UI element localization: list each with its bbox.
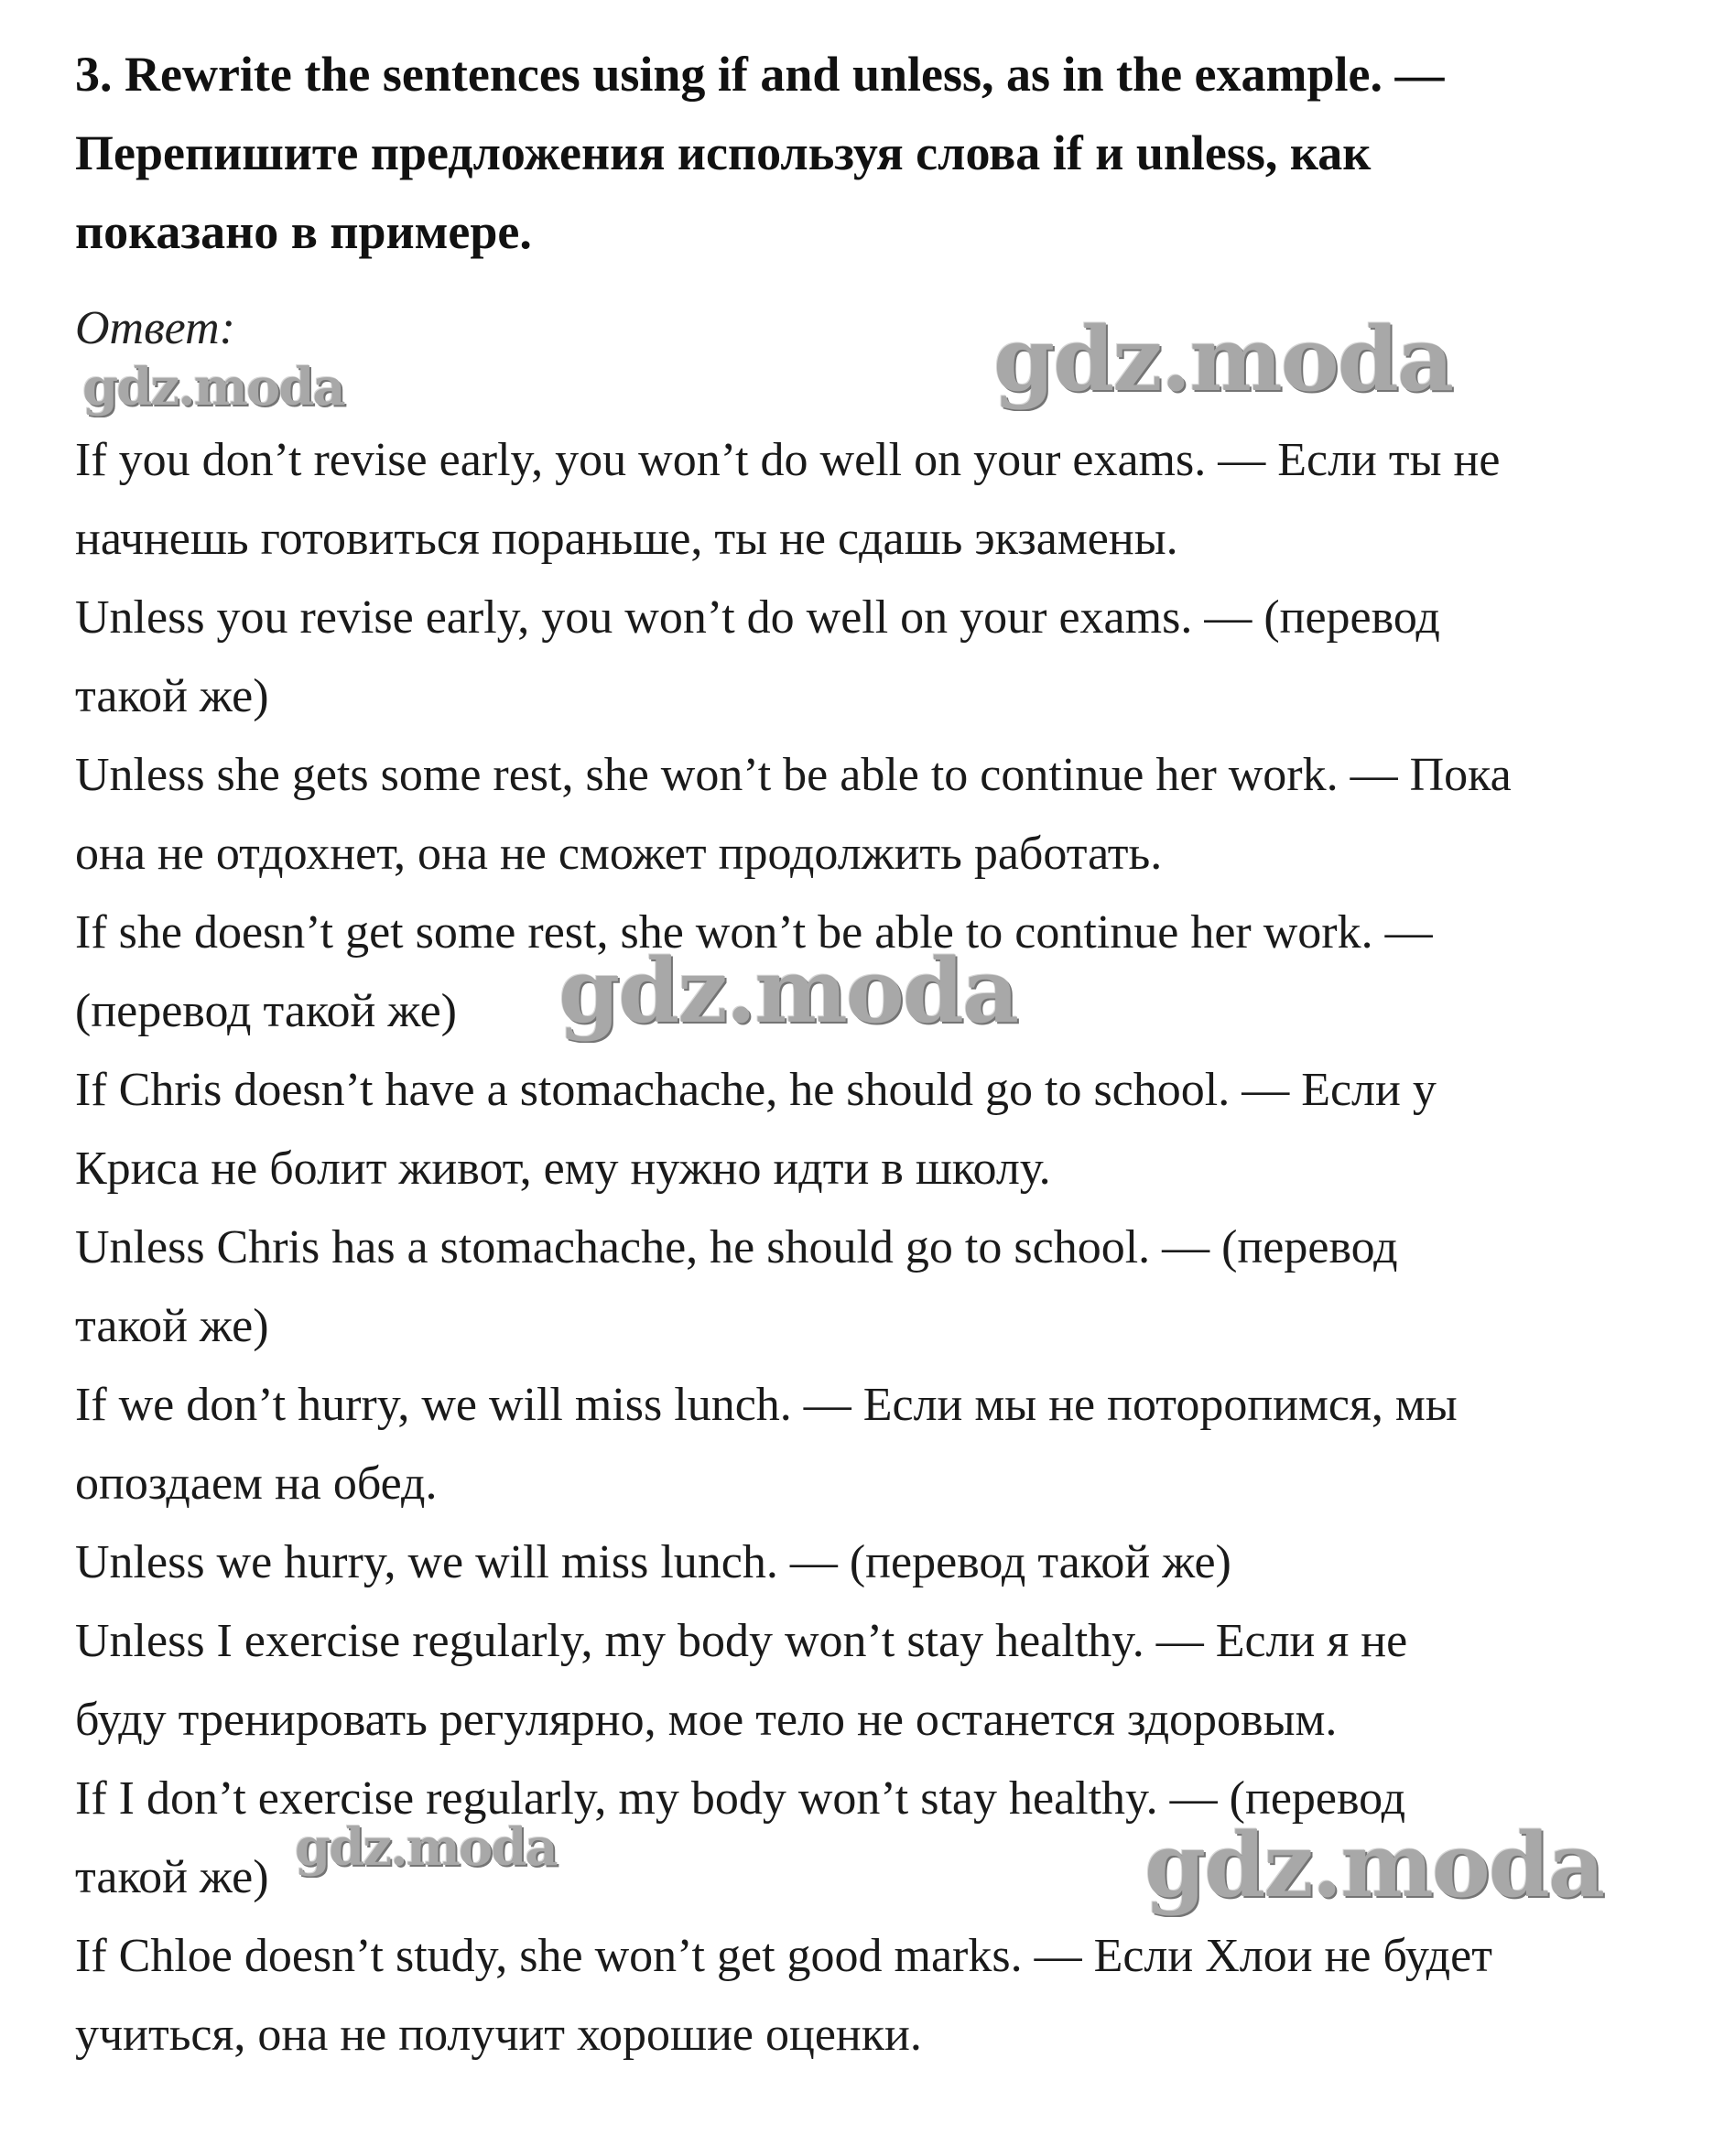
watermark: gdz.moda [295, 1817, 557, 1878]
answer-line: Unless we hurry, we will miss lunch. — (перевод такой же) [75, 1536, 1231, 1588]
answer-line: (перевод такой же) [75, 985, 457, 1037]
answer-line: If Chloe doesn’t study, she won’t get good marks. — Если Хлои не будет [75, 1930, 1492, 1982]
answer-line: такой же) [75, 670, 269, 722]
answer-line: Криса не болит живот, ему нужно идти в школу. [75, 1143, 1051, 1195]
answer-label: Ответ: [75, 302, 235, 354]
answer-line: Unless Chris has a stomachache, he should go to school. — (перевод [75, 1221, 1398, 1273]
answer-body [75, 421, 1686, 2075]
answer-line: начнешь готовиться пораньше, ты не сдашь экзамены. [75, 513, 1178, 565]
answer-line: Unless I exercise regularly, my body won’t stay healthy. — Если я не [75, 1615, 1408, 1667]
answer-line: If I don’t exercise regularly, my body won’t stay healthy. — (перевод [75, 1772, 1406, 1825]
answer-line: она не отдохнет, она не сможет продолжить работать. [75, 828, 1163, 880]
watermark: gdz.moda [558, 939, 1018, 1043]
answer-line: If you don’t revise early, you won’t do well on your exams. — Если ты не [75, 434, 1501, 486]
watermark: gdz.moda [993, 308, 1453, 411]
answer-line: If we don’t hurry, we will miss lunch. — Если мы не поторопимся, мы [75, 1379, 1458, 1431]
task-heading-en: 3. Rewrite the sentences using if and unless, as in the example. — [75, 47, 1445, 102]
answer-line: такой же) [75, 1300, 269, 1352]
answer-line: Unless she gets some rest, she won’t be able to continue her work. — Пока [75, 749, 1512, 801]
document-page [75, 35, 1686, 2075]
watermark: gdz.moda [82, 357, 344, 417]
task-heading-ru-line-1: Перепишите предложения используя слова if и unless, как [75, 125, 1372, 180]
answer-line: учиться, она не получит хорошие оценки. [75, 2009, 922, 2061]
answer-line: Unless you revise early, you won’t do well on your exams. — (перевод [75, 591, 1440, 644]
answer-line: такой же) [75, 1851, 269, 1903]
watermark: gdz.moda [1144, 1814, 1604, 1917]
answer-line: буду тренировать регулярно, мое тело не останется здоровым. [75, 1694, 1338, 1746]
answer-line: If she doesn’t get some rest, she won’t be able to continue her work. — [75, 906, 1433, 959]
answer-line: опоздаем на обед. [75, 1457, 438, 1510]
task-heading-ru-line-2: показано в примере. [75, 204, 532, 259]
answer-line: If Chris doesn’t have a stomachache, he should go to school. — Если у [75, 1064, 1437, 1116]
